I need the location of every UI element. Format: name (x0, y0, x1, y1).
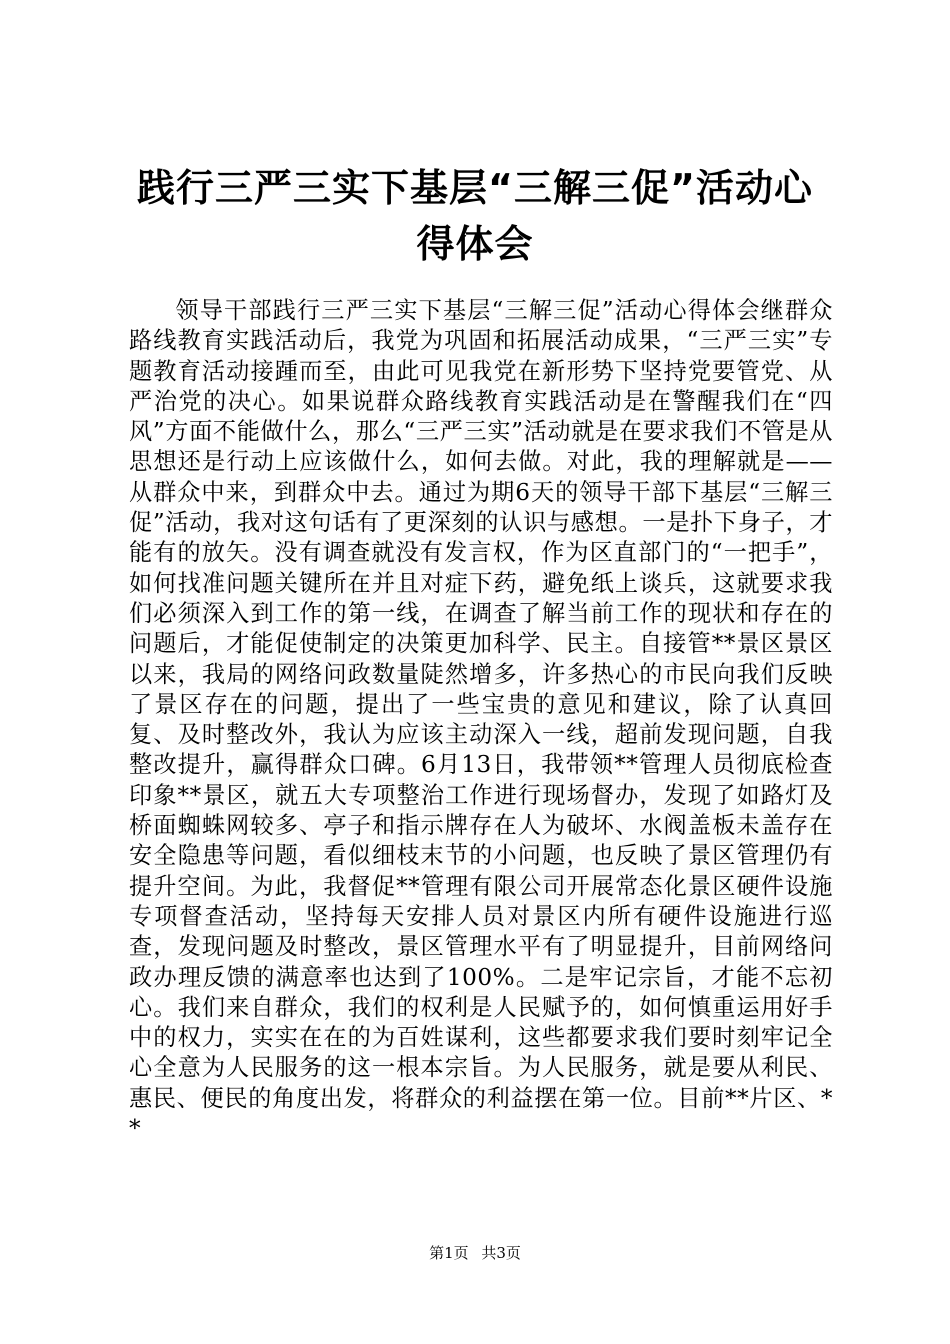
document-title: 践行三严三实下基层“三解三促”活动心得体会 (137, 166, 813, 266)
page-number: 第1页 (429, 1244, 469, 1262)
page-footer (0, 1243, 950, 1263)
body-paragraph: 领导干部践行三严三实下基层“三解三促”活动心得体会继群众路线教育实践活动后，我党为巩固和拓展活动成果，“三严三实”专题教育活动接踵而至，由此可见我党在新形势下坚持党要管党、从严治党的决心。如果说群众路线教育实践活动是在警醒我们在“四风”方面不能做什么，那么“三严三实”活动就是在要求我们不管是从思想还是行动上应该做什么，如何去做。对此，我的理解就是——从群众中来，到群众中去。通过为期6天的领导干部下基层“三解三促”活动，我对这句话有了更深刻的认识与感想。一是扑下身子，才能有的放矢。没有调查就没有发言权，作为区直部门的“一把手”，如何找准问题关键所在并且对症下药，避免纸上谈兵，这就要求我们必须深入到工作的第一线，在调查了解当前工作的现状和存在的问题后，才能促使制定的决策更加科学、民主。自接管**景区景区以来，我局的网络问政数量陡然增多，许多热心的市民向我们反映了景区存在的问题，提出了一些宝贵的意见和建议，除了认真回复、及时整改外，我认为应该主动深入一线，超前发现问题，自我整改提升，赢得群众口碑。6月13日，我带领**管理人员彻底检查印象**景区，就五大专项整治工作进行现场督办，发现了如路灯及桥面蜘蛛网较多、亭子和指示牌存在人为破坏、水阀盖板未盖存在安全隐患等问题，看似细枝末节的小问题，也反映了景区管理仍有提升空间。为此，我督促**管理有限公司开展常态化景区硬件设施专项督查活动，坚持每天安排人员对景区内所有硬件设施进行巡查，发现问题及时整改，景区管理水平有了明显提升，目前网络问政办理反馈的满意率也达到了100%。二是牢记宗旨，才能不忘初心。我们来自群众，我们的权利是人民赋予的，如何慎重运用好手中的权力，实实在在的为百姓谋利，这些都要求我们要时刻牢记全心全意为人民服务的这一根本宗旨。为人民服务，就是要从利民、惠民、便民的角度出发，将群众的利益摆在第一位。目前**片区、** (129, 297, 833, 1143)
page-total: 共3页 (481, 1244, 521, 1262)
